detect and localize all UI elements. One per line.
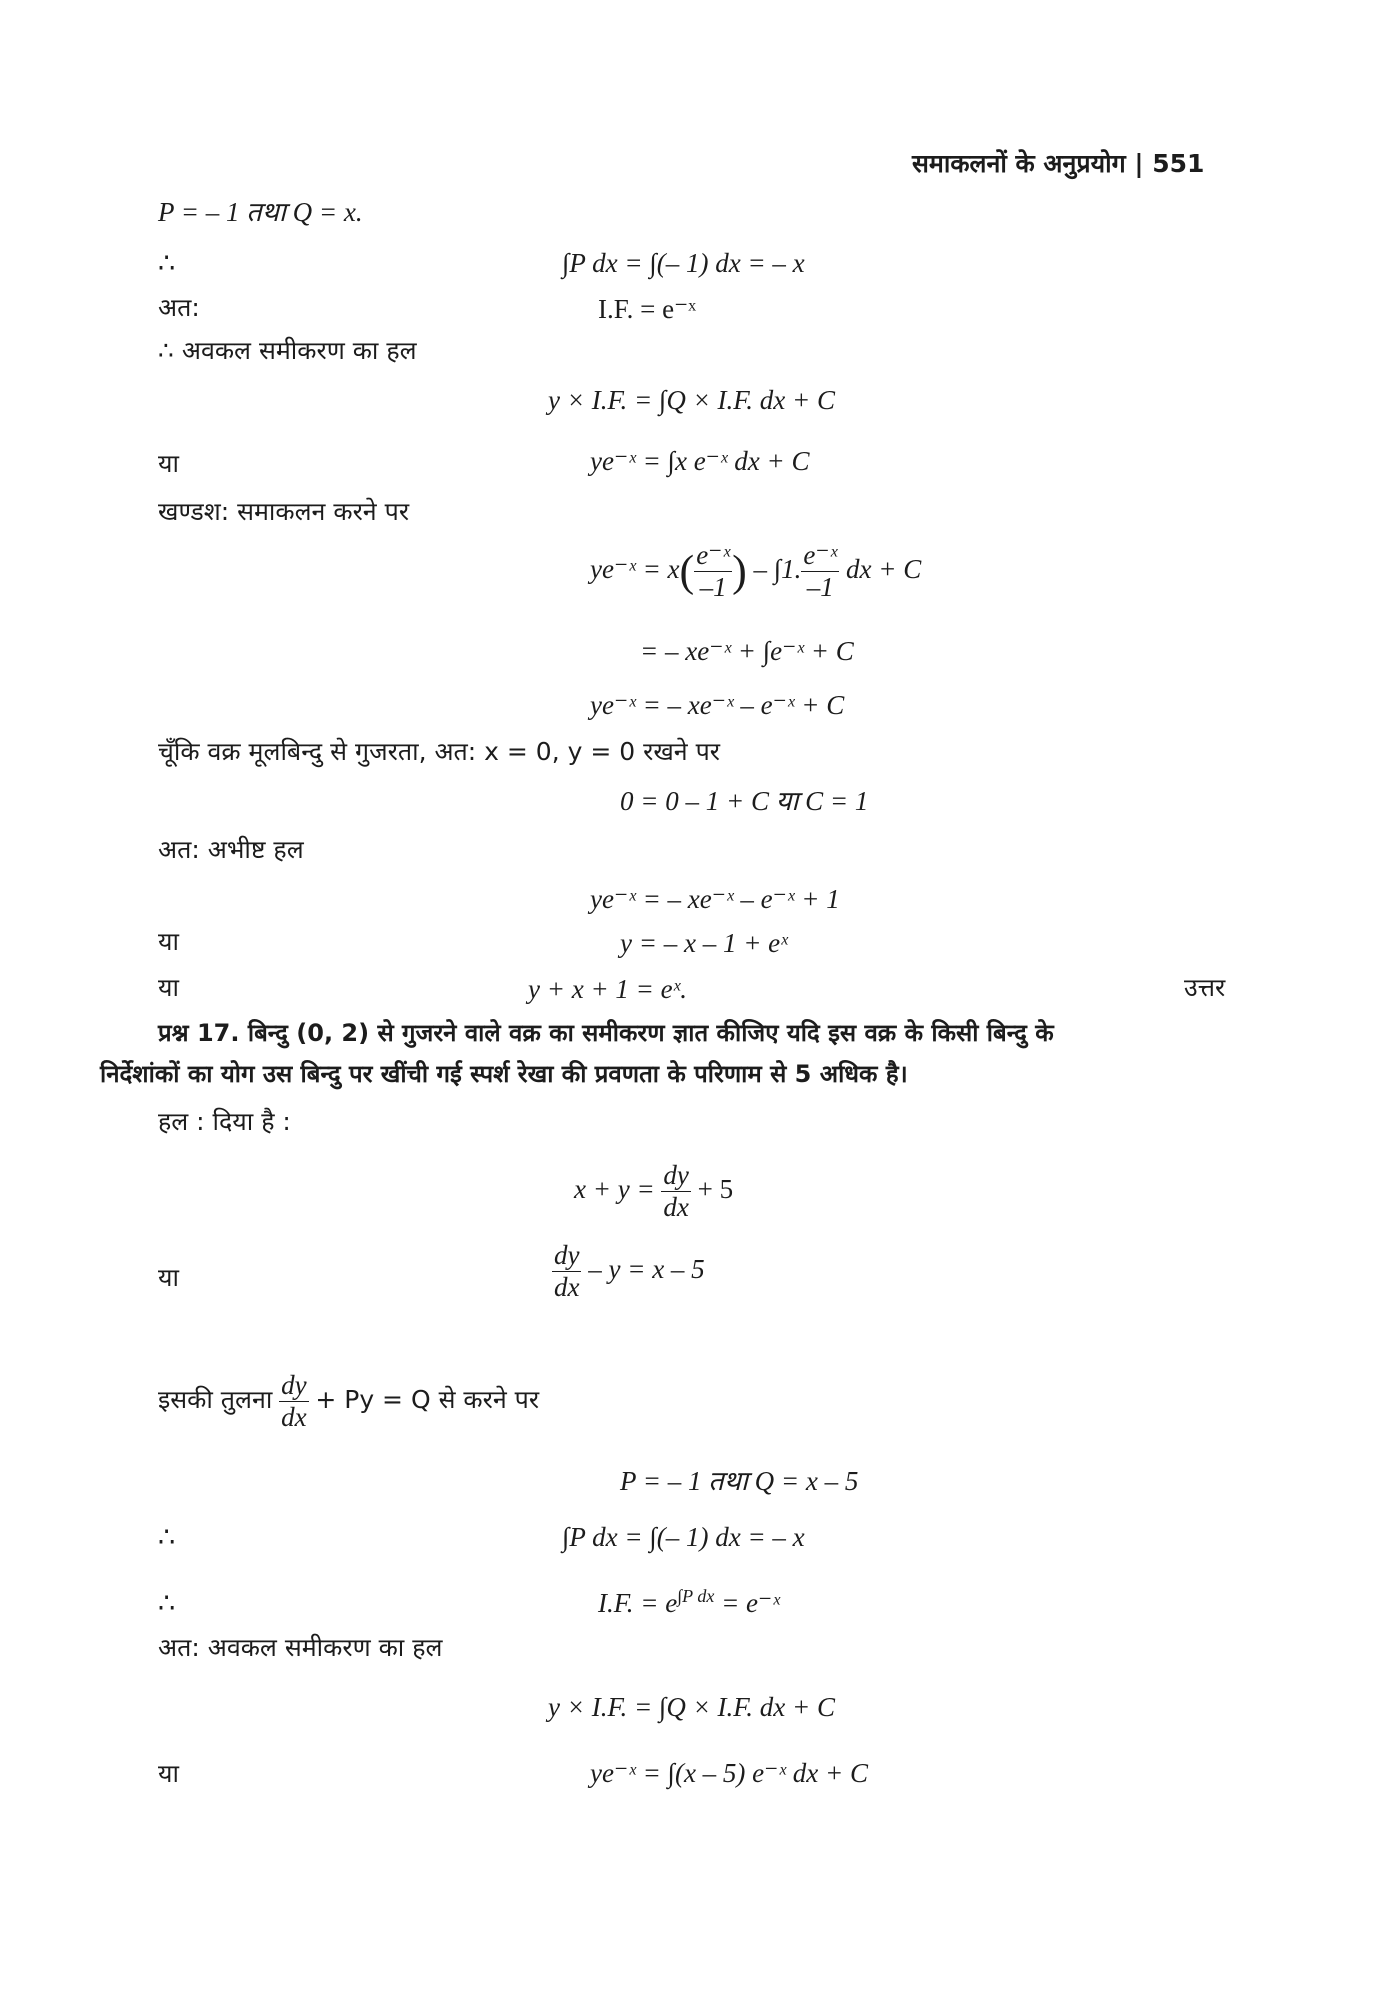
equation-part: ye⁻ˣ = x [590,553,680,584]
text-label: अत: [158,293,200,322]
equation-line: ye⁻ˣ = ∫x e⁻ˣ dx + C [590,446,810,476]
denominator: dx [554,1272,580,1303]
text-label: या [158,927,179,956]
therefore-symbol: ∴ [158,248,176,278]
equation-line: ∫P dx = ∫(– 1) dx = – x [562,1522,805,1552]
equation-line: ∫P dx = ∫(– 1) dx = – x [562,248,805,278]
solution-heading: हल : दिया है : [158,1107,291,1136]
fraction [661,1160,690,1223]
text-line: खण्डश: समाकलन करने पर [158,497,410,526]
text-label: या [158,1263,179,1292]
equation-part: I.F. = e [598,1588,678,1618]
text-line: अत: अवकल समीकरण का हल [158,1633,443,1662]
text-line: चूँकि वक्र मूलबिन्दु से गुजरता, अत: x = 0, y = 0 रखने पर [158,737,721,766]
numerator: e⁻ˣ [801,540,839,572]
running-header: समाकलनों के अनुप्रयोग | 551 [912,149,1205,178]
text-label: या [158,973,179,1002]
equation-line: P = – 1 तथा Q = x. [158,197,363,227]
fraction [694,540,732,603]
equation-line [574,1160,733,1223]
numerator: dy [279,1370,308,1402]
therefore-symbol: ∴ [158,1588,176,1618]
equation-line: y + x + 1 = eˣ. [528,974,687,1004]
text-line: ∴ अवकल समीकरण का हल [158,336,417,365]
superscript: ∫P dx [677,1586,715,1606]
question-line-2: निर्देशांकों का योग उस बिन्दु पर खींची गई स्पर्श रेखा की प्रवणता के परिणाम से 5 अधिक है। [100,1060,908,1088]
denominator: dx [663,1192,689,1223]
equation-part: – y = x – 5 [588,1253,705,1284]
bracket: ) [732,546,747,596]
equation-part: = e⁻ˣ [714,1588,780,1618]
equation-line: y = – x – 1 + eˣ [620,928,788,958]
equation-line: ye⁻ˣ = – xe⁻ˣ – e⁻ˣ + C [590,690,845,720]
equation-part: x + y = [574,1173,655,1204]
equation-line: y × I.F. = ∫Q × I.F. dx + C [548,1692,836,1722]
question-line-1: प्रश्न 17. बिन्दु (0, 2) से गुजरने वाले वक्र का समीकरण ज्ञात कीजिए यदि इस वक्र के किसी बिन्दु के [158,1019,1054,1047]
numerator: e⁻ˣ [694,540,732,572]
text-label: या [158,1759,179,1788]
equation-part: dx + C [845,553,922,584]
equation-part: + 5 [697,1173,734,1204]
therefore-symbol: ∴ [158,1522,176,1552]
equation-part: – ∫1. [753,553,802,584]
text-line: अत: अभीष्ट हल [158,835,304,864]
equation-line: y × I.F. = ∫Q × I.F. dx + C [548,385,836,415]
denominator: dx [281,1402,307,1433]
equation-line: 0 = 0 – 1 + C या C = 1 [620,786,869,816]
fraction [801,540,839,603]
equation-line: = – xe⁻ˣ + ∫e⁻ˣ + C [640,636,854,666]
denominator: –1 [699,572,727,603]
fraction [279,1370,308,1433]
equation-line: I.F. = e⁻ˣ [598,294,697,324]
text-part: + Py = Q से करने पर [315,1384,540,1414]
fraction [552,1240,581,1303]
equation-line [598,1588,780,1619]
equation-line: P = – 1 तथा Q = x – 5 [620,1466,859,1496]
text-line [158,1370,539,1433]
denominator: –1 [806,572,834,603]
equation-line [590,540,921,603]
equation-line: ye⁻ˣ = ∫(x – 5) e⁻ˣ dx + C [590,1758,868,1788]
bracket: ( [679,546,695,596]
numerator: dy [552,1240,581,1272]
answer-label: उत्तर [1184,973,1226,1002]
text-label: या [158,449,179,478]
equation-line: ye⁻ˣ = – xe⁻ˣ – e⁻ˣ + 1 [590,884,840,914]
numerator: dy [661,1160,690,1192]
text-part: इसकी तुलना [158,1384,273,1414]
equation-line [552,1240,705,1303]
